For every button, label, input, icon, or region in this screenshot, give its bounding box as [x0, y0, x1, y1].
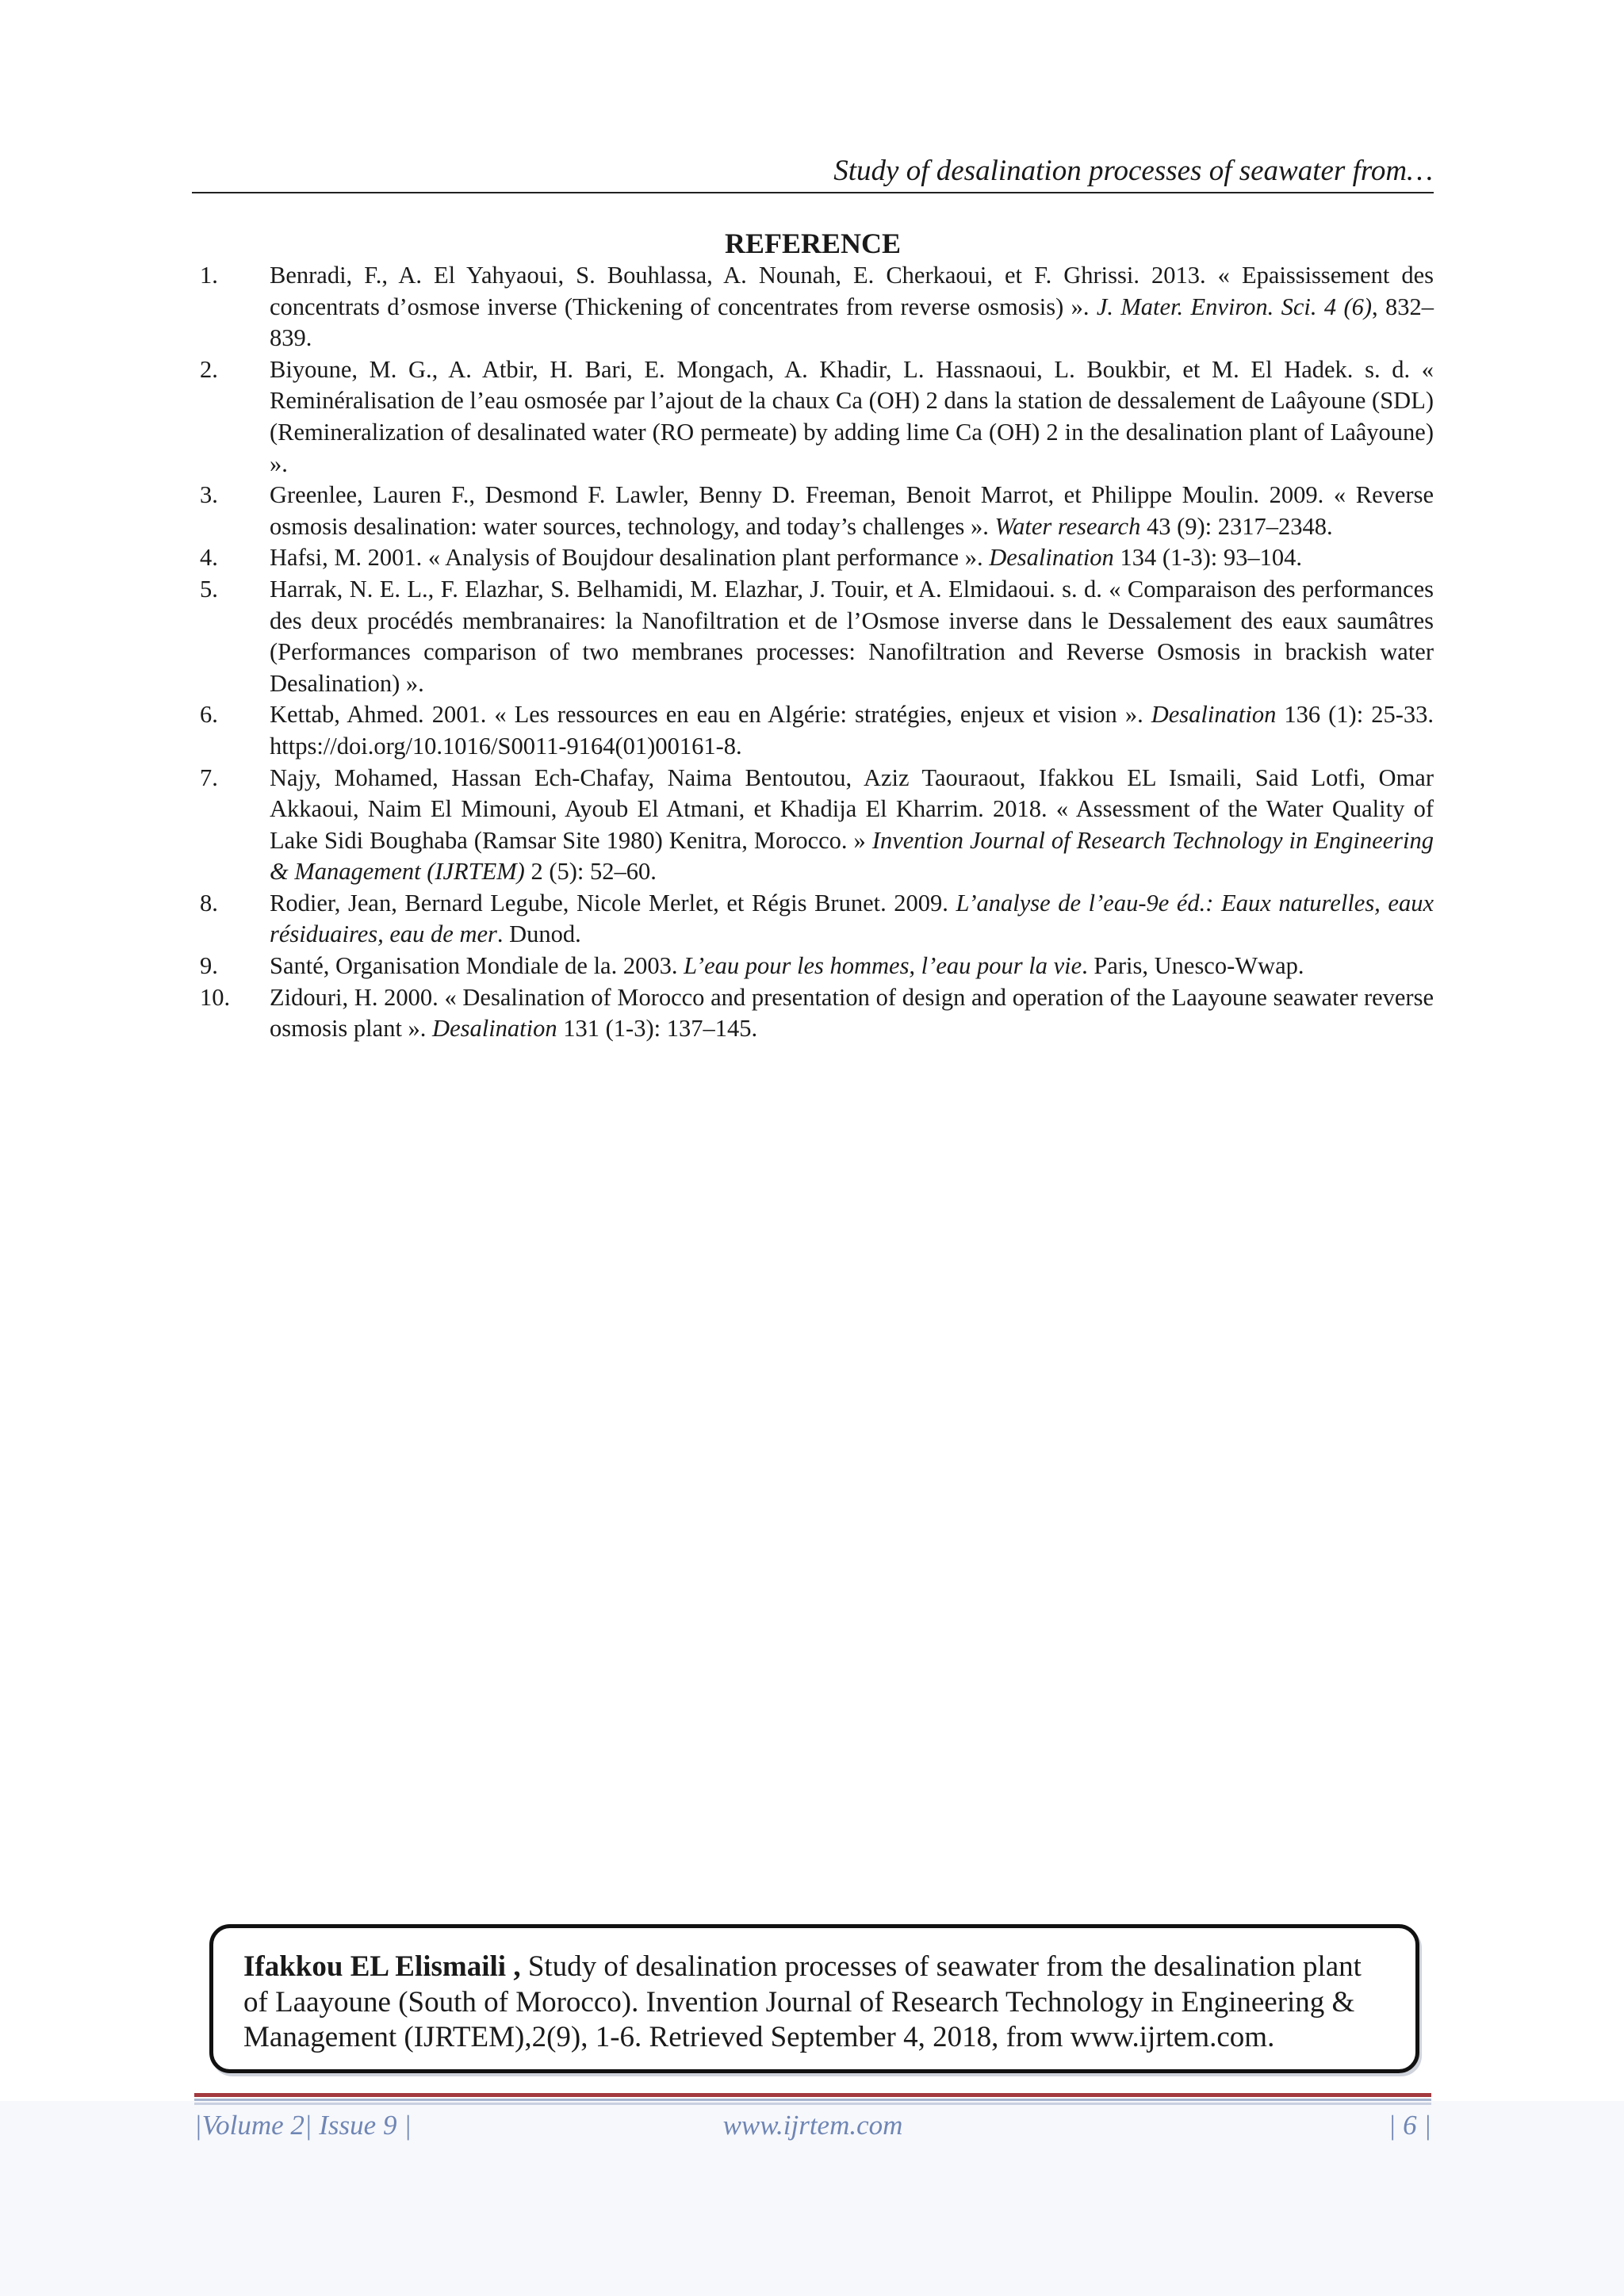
citation-author: Ifakkou EL Elismaili ,	[243, 1950, 521, 1983]
reference-source: Desalination	[432, 1015, 557, 1043]
reference-number: 3.	[200, 481, 218, 509]
reference-source: L’analyse de l’eau-9e éd.: Eaux naturelles, eaux résiduaires, eau de mer	[270, 889, 1434, 948]
reference-source: Invention Journal of Research Technology in Engineering & Management (IJRTEM)	[270, 826, 1434, 886]
running-header: Study of desalination processes of seawater from…	[833, 155, 1433, 187]
reference-text: Kettab, Ahmed. 2001. « Les ressources en eau en Algérie: stratégies, enjeux et vision ».	[270, 701, 1151, 729]
reference-text: Zidouri, H. 2000. « Desalination of Morocco and presentation of design and operation of the Laayoune seawater reverse osmosis plant ».	[270, 983, 1434, 1043]
reference-details: 136 (1): 25-33. https://doi.org/10.1016/S0011-9164(01)00161-8.	[270, 701, 1434, 760]
footer-volume-issue: |Volume 2| Issue 9 |	[194, 2110, 412, 2141]
reference-source: Desalination	[1151, 701, 1277, 729]
reference-number: 5.	[200, 575, 218, 603]
footer-page-number: | 6 |	[1388, 2110, 1431, 2141]
footer-rule-blue	[194, 2099, 1431, 2101]
reference-number: 2.	[200, 355, 218, 383]
reference-item	[192, 763, 1434, 888]
reference-number: 6.	[200, 701, 218, 729]
reference-number: 10.	[200, 983, 231, 1011]
reference-text: Najy, Mohamed, Hassan Ech-Chafay, Naima Bentoutou, Aziz Taouraout, Ifakkou EL Ismaili, Said Lotfi, Omar Akkaoui, Naim El Mimouni, Ayoub El Atmani, et Khadija El Kharrim. 2018. « Assessment of the Water Quality of Lake Sidi Boughaba (Ramsar Site 1980) Kenitra, Morocco. »	[270, 763, 1434, 854]
footer-rule-light	[194, 2103, 1431, 2105]
reference-item	[192, 480, 1434, 542]
reference-source: J. Mater. Environ. Sci. 4 (6)	[1096, 293, 1373, 320]
reference-text: Santé, Organisation Mondiale de la. 2003.	[270, 952, 684, 980]
reference-item	[192, 951, 1434, 982]
reference-number: 7.	[200, 763, 218, 791]
reference-list	[192, 260, 1434, 1045]
reference-details: 131 (1-3): 137–145.	[557, 1015, 758, 1043]
reference-number: 8.	[200, 889, 218, 916]
reference-source: Water research	[994, 512, 1141, 540]
reference-item	[192, 260, 1434, 354]
reference-text: Benradi, F., A. El Yahyaoui, S. Bouhlassa, A. Nounah, E. Cherkaoui, et F. Ghrissi. 2013. « Epaississement des concentrats d’osmose inverse (Thickening of concentrates from reverse osmosis) ».	[270, 262, 1434, 320]
footer-rule-red	[194, 2093, 1431, 2097]
footer-website-link[interactable]: www.ijrtem.com	[722, 2110, 903, 2141]
reference-number: 9.	[200, 952, 218, 980]
reference-text: Harrak, N. E. L., F. Elazhar, S. Belhamidi, M. Elazhar, J. Touir, et A. Elmidaoui. s. d. « Comparaison des performances des deux procédés membranaires: la Nanofiltration et de l’Osmose inverse dans le Dessalement des eaux saumâtres (Performances comparison of two membranes processes: Nanofiltration and Reverse Osmosis in brackish water Desalination) ».	[270, 575, 1434, 697]
reference-item	[192, 699, 1434, 762]
references-heading: REFERENCE	[724, 228, 902, 259]
reference-number: 4.	[200, 544, 218, 572]
reference-details: , 832–839.	[270, 293, 1434, 352]
reference-details: . Dunod.	[496, 920, 581, 948]
reference-text: Hafsi, M. 2001. « Analysis of Boujdour desalination plant performance ».	[270, 544, 990, 572]
reference-text: Rodier, Jean, Bernard Legube, Nicole Merlet, et Régis Brunet. 2009.	[270, 889, 956, 916]
citation-text: Study of desalination processes of seawater from the desalination plant of Laayoune (South of Morocco). Invention Journal of Research Technology in Engineering & Management (IJRTEM),2(9), 1-6. Retrieved September 4, 2018, from www.ijrtem.com.	[243, 1950, 1362, 2053]
reference-item	[192, 888, 1434, 951]
reference-source: Desalination	[989, 544, 1114, 572]
reference-item	[192, 982, 1434, 1045]
reference-source: L’eau pour les hommes, l’eau pour la vie	[684, 952, 1082, 980]
citation-box	[209, 1924, 1419, 2073]
reference-details: 43 (9): 2317–2348.	[1140, 512, 1333, 540]
reference-details: 2 (5): 52–60.	[524, 858, 657, 886]
reference-item	[192, 354, 1434, 480]
reference-item	[192, 574, 1434, 699]
reference-item	[192, 542, 1434, 574]
reference-details: . Paris, Unesco-Wwap.	[1082, 952, 1304, 980]
reference-text: Biyoune, M. G., A. Atbir, H. Bari, E. Mongach, A. Khadir, L. Hassnaoui, L. Boukbir, et M. El Hadek. s. d. « Reminéralisation de l’eau osmosée par l’ajout de la chaux Ca (OH) 2 dans la station de dessalement de Laâyoune (SDL)(Remineralization of desalinated water (RO permeate) by adding lime Ca (OH) 2 in the desalination plant of Laâyoune) ».	[270, 355, 1434, 477]
page-footer	[194, 2107, 1431, 2144]
reference-number: 1.	[200, 262, 218, 289]
header-rule	[192, 192, 1434, 193]
reference-details: 134 (1-3): 93–104.	[1113, 544, 1303, 572]
reference-text: Greenlee, Lauren F., Desmond F. Lawler, Benny D. Freeman, Benoit Marrot, et Philippe Moulin. 2009. « Reverse osmosis desalination: water sources, technology, and today’s challenges ».	[270, 481, 1434, 540]
